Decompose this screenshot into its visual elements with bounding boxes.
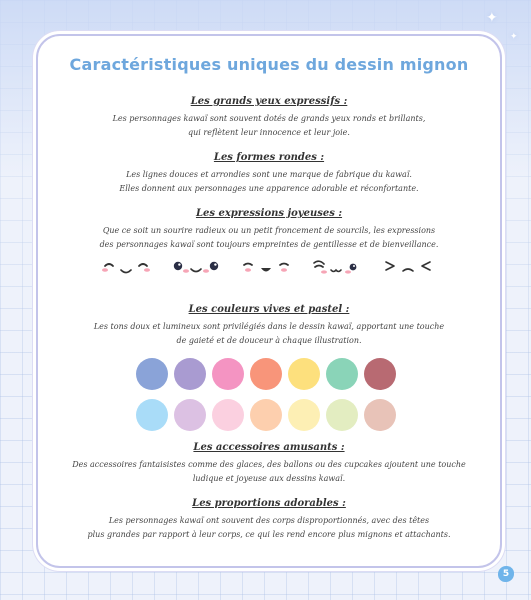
text-line: Des accessoires fantaisistes comme des glaces, des ballons ou des cupcakes ajoutent une touche: [72, 460, 466, 469]
section-text: [38, 168, 500, 196]
winking-cat-face-icon: [312, 258, 360, 278]
section-joyful-expressions: [38, 208, 500, 252]
section-text: [38, 514, 500, 542]
text-line: Les personnages kawaï sont souvent dotés de grands yeux ronds et brillants,: [112, 114, 426, 123]
happy-closed-eyes-face-icon: [102, 258, 150, 278]
section-heading: Les couleurs vives et pastel :: [188, 304, 350, 315]
round-eyes-smile-face-icon: [172, 258, 220, 278]
color-swatch: [364, 399, 396, 431]
color-swatch: [136, 358, 168, 390]
text-line: de gaieté et de douceur à chaque illustration.: [176, 336, 362, 345]
sparkle-icon: ✦: [486, 10, 498, 26]
section-text: [38, 224, 500, 252]
text-line: Les personnages kawaï ont souvent des corps disproportionnés, avec des têtes: [108, 516, 430, 525]
text-line: Que ce soit un sourire radieux ou un petit froncement de sourcils, les expressions: [102, 226, 436, 235]
section-heading: Les accessoires amusants :: [193, 442, 345, 453]
text-line: des personnages kawaï sont toujours empreintes de gentillesse et de bienveillance.: [99, 240, 439, 249]
color-swatch: [174, 358, 206, 390]
color-swatch: [136, 399, 168, 431]
content-card: [36, 34, 502, 568]
color-swatch: [174, 399, 206, 431]
text-line: Les tons doux et lumineux sont privilégiés dans le dessin kawaï, apportant une touche: [93, 322, 445, 331]
color-swatch: [288, 399, 320, 431]
text-line: Elles donnent aux personnages une apparence adorable et réconfortante.: [119, 184, 419, 193]
text-line: Les lignes douces et arrondies sont une marque de fabrique du kawaï.: [126, 170, 412, 179]
section-big-eyes: [38, 96, 500, 140]
section-accessories: [38, 442, 500, 486]
color-swatch: [326, 399, 358, 431]
section-text: [38, 112, 500, 140]
color-swatch: [250, 399, 282, 431]
section-heading: Les proportions adorables :: [192, 498, 346, 509]
section-heading: Les formes rondes :: [213, 152, 325, 163]
section-proportions: [38, 498, 500, 542]
section-colors: [38, 304, 500, 348]
section-heading: Les grands yeux expressifs :: [190, 96, 348, 107]
sparkle-icon: ✦: [510, 32, 518, 42]
page-title: Caractéristiques uniques du dessin mignon: [69, 55, 469, 74]
text-line: qui reflètent leur innocence et leur joie.: [188, 128, 350, 137]
color-swatch: [250, 358, 282, 390]
section-round-shapes: [38, 152, 500, 196]
text-line: plus grandes par rapport à leur corps, ce qui les rend encore plus mignons et attachants.: [87, 530, 451, 539]
page-number-badge: 5: [498, 566, 514, 582]
section-heading: Les expressions joyeuses :: [195, 208, 343, 219]
sleepy-grin-face-icon: [242, 258, 290, 278]
section-text: [38, 458, 500, 486]
color-swatch: [212, 399, 244, 431]
text-line: ludique et joyeuse aux dessins kawaï.: [192, 474, 346, 483]
squinting-face-icon: [384, 258, 432, 278]
section-text: [38, 320, 500, 348]
color-swatch: [212, 358, 244, 390]
color-swatch: [364, 358, 396, 390]
color-swatch: [326, 358, 358, 390]
color-swatch: [288, 358, 320, 390]
